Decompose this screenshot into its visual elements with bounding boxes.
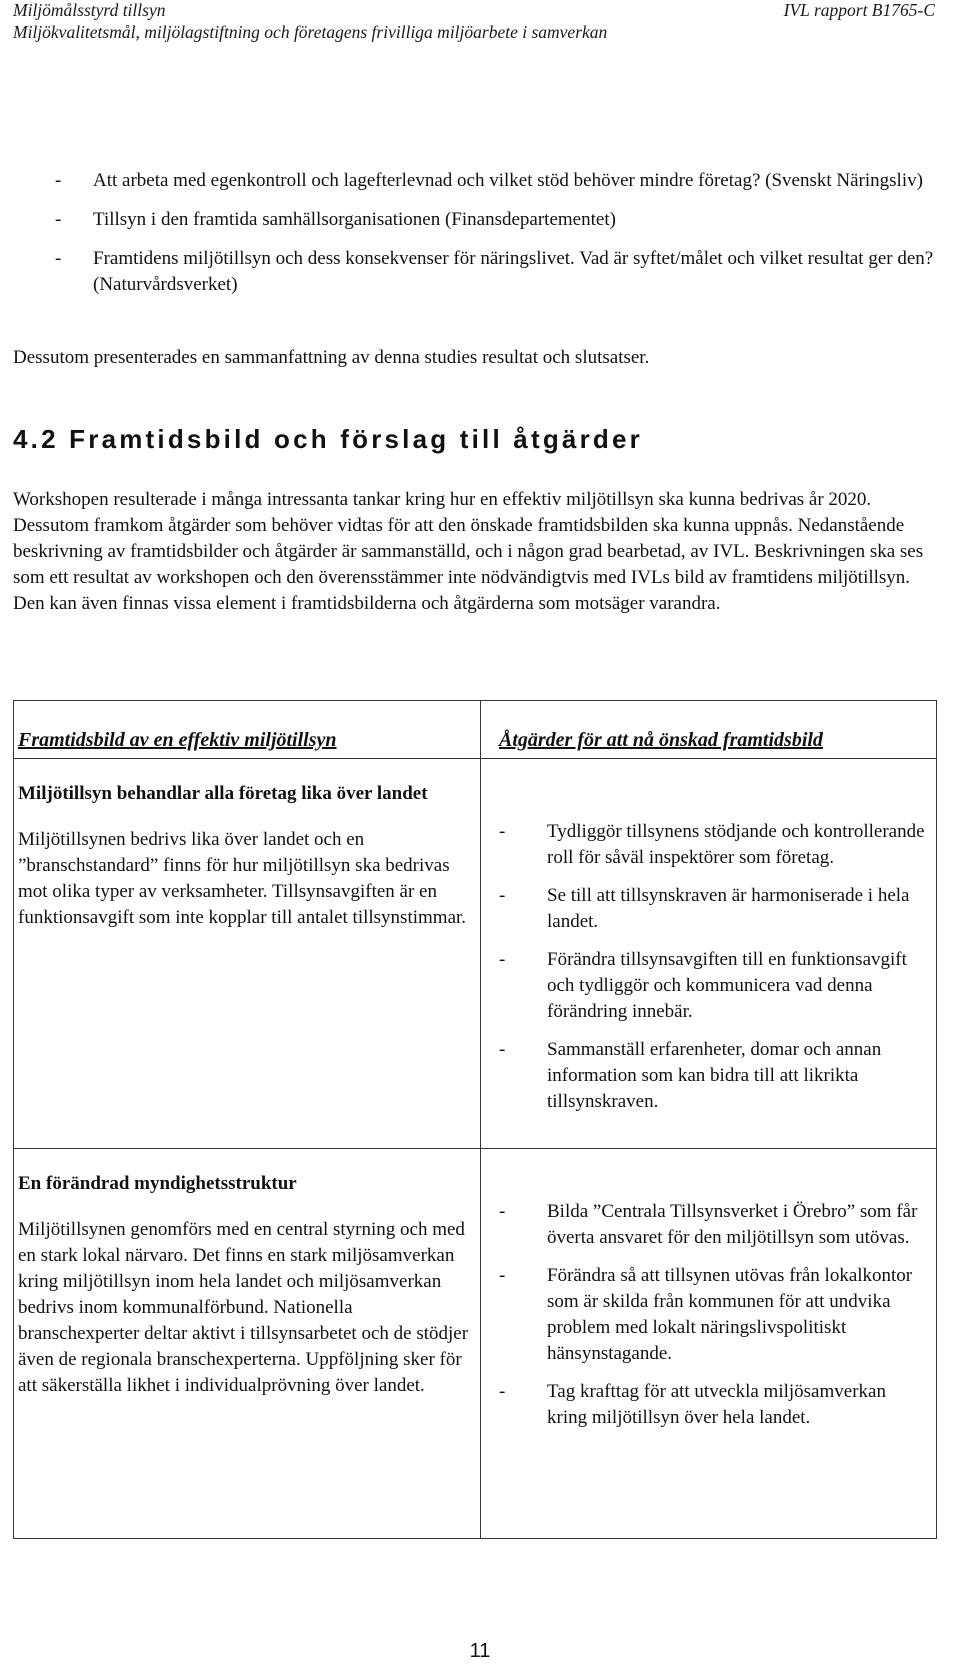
list-dash: - [499,821,506,842]
action-text: Sammanställ erfarenheter, domar och annan information som kan bidra till att likrikta tillsynskraven. [547,1039,882,1112]
table-header-cell [14,701,481,759]
list-dash: - [499,1039,506,1060]
action-item [499,1199,928,1251]
action-item [499,819,928,871]
list-item-text: Framtidens miljötillsyn och dess konsekvenser för näringslivet. Vad är syftet/målet och vilket resultat ger den? (Naturvårdsverket) [93,248,934,295]
section-heading: 4.2 Framtidsbild och förslag till åtgärder [13,424,643,454]
actions-list [481,1149,936,1431]
vision-actions-table [13,700,937,1539]
actions-list [481,759,936,1115]
action-item [499,947,928,1025]
table-row [14,1149,937,1539]
list-dash: - [499,885,506,906]
list-dash: - [55,170,62,191]
list-dash: - [499,1381,506,1402]
list-item [55,207,935,233]
table-header-cell [481,701,937,759]
vision-cell [14,759,481,1149]
workshop-paragraph: Workshopen resulterade i många intressanta tankar kring hur en effektiv miljötillsyn ska kunna bedrivas år 2020. Dessutom framkom åtgärder som behöver vidtas för att den önskade framtidsbilden ska kunna uppnås. Nedanstående beskrivning av framtidsbilder och åtgärder är sammanställd, och i någon grad bearbetad, av IVL. Beskrivningen ska ses som ett resultat av workshopen och den överensstämmer inte nödvändigtvis med IVLs bild av framtidens miljötillsyn. Den kan även finnas vissa element i framtidsbilderna och åtgärderna som motsäger varandra. [13,489,924,614]
list-dash: - [499,949,506,970]
actions-cell [481,1149,937,1539]
table-header-right: Åtgärder för att nå önskad framtidsbild [499,729,823,751]
list-dash: - [55,209,62,230]
report-number: IVL rapport B1765-C [783,0,935,20]
table-header-left: Framtidsbild av en effektiv miljötillsyn [18,729,337,751]
list-item [55,168,935,194]
list-dash: - [499,1265,506,1286]
vision-cell [14,1149,481,1539]
list-item [55,246,935,298]
list-dash: - [499,1201,506,1222]
action-text: Förändra så att tillsynen utövas från lokalkontor som är skilda från kommunen för att undvika problem med lokalt näringslivspolitiskt hänsynstagande. [547,1265,913,1364]
presentation-list [55,168,935,311]
vision-body: Miljötillsynen genomförs med en central styrning och med en stark lokal närvaro. Det finns en stark miljösamverkan kring miljötillsyn inom hela landet och miljösamverkan bedrivs inom kommunalförbund. Nationella branschexperter deltar aktivt i tillsynsarbetet och de stödjer även de regionala branschexperterna. Uppföljning sker för att säkerställa likhet i individualprövning över landet. [18,1219,469,1396]
action-item [499,883,928,935]
table-row [14,759,937,1149]
action-text: Tydliggör tillsynens stödjande och kontrollerande roll för såväl inspektörer som företag. [547,821,925,868]
action-item [499,1379,928,1431]
action-item [499,1037,928,1115]
action-text: Förändra tillsynsavgiften till en funktionsavgift och tydliggör och kommunicera vad denna förändring innebär. [547,949,907,1022]
action-item [499,1263,928,1367]
report-series-title: Miljömålsstyrd tillsyn [13,0,166,20]
action-text: Se till att tillsynskraven är harmoniserade i hela landet. [547,885,910,932]
summary-paragraph: Dessutom presenterades en sammanfattning av denna studies resultat och slutsatser. [13,347,650,368]
vision-title: En förändrad myndighetsstruktur [18,1173,297,1194]
list-item-text: Tillsyn i den framtida samhällsorganisationen (Finansdepartementet) [93,209,616,230]
vision-body: Miljötillsynen bedrivs lika över landet och en ”branschstandard” finns för hur miljötillsyn ska bedrivas mot olika typer av verksamheter. Tillsynsavgiften är en funktionsavgift som inte kopplar till antalet tillsynstimmar. [18,829,467,928]
page-header [13,0,935,52]
report-subtitle: Miljökvalitetsmål, miljölagstiftning och företagens frivilliga miljöarbete i samverkan [13,22,608,42]
action-text: Bilda ”Centrala Tillsynsverket i Örebro” som får överta ansvaret för den miljötillsyn som utövas. [547,1201,918,1248]
page-number: 11 [469,1640,491,1662]
vision-title: Miljötillsyn behandlar alla företag lika över landet [18,783,428,804]
action-text: Tag krafttag för att utveckla miljösamverkan kring miljötillsyn över hela landet. [547,1381,886,1428]
list-dash: - [55,248,62,269]
table-header-row [14,701,937,759]
actions-cell [481,759,937,1149]
list-item-text: Att arbeta med egenkontroll och lagefterlevnad och vilket stöd behöver mindre företag? (Svenskt Näringsliv) [93,170,923,191]
